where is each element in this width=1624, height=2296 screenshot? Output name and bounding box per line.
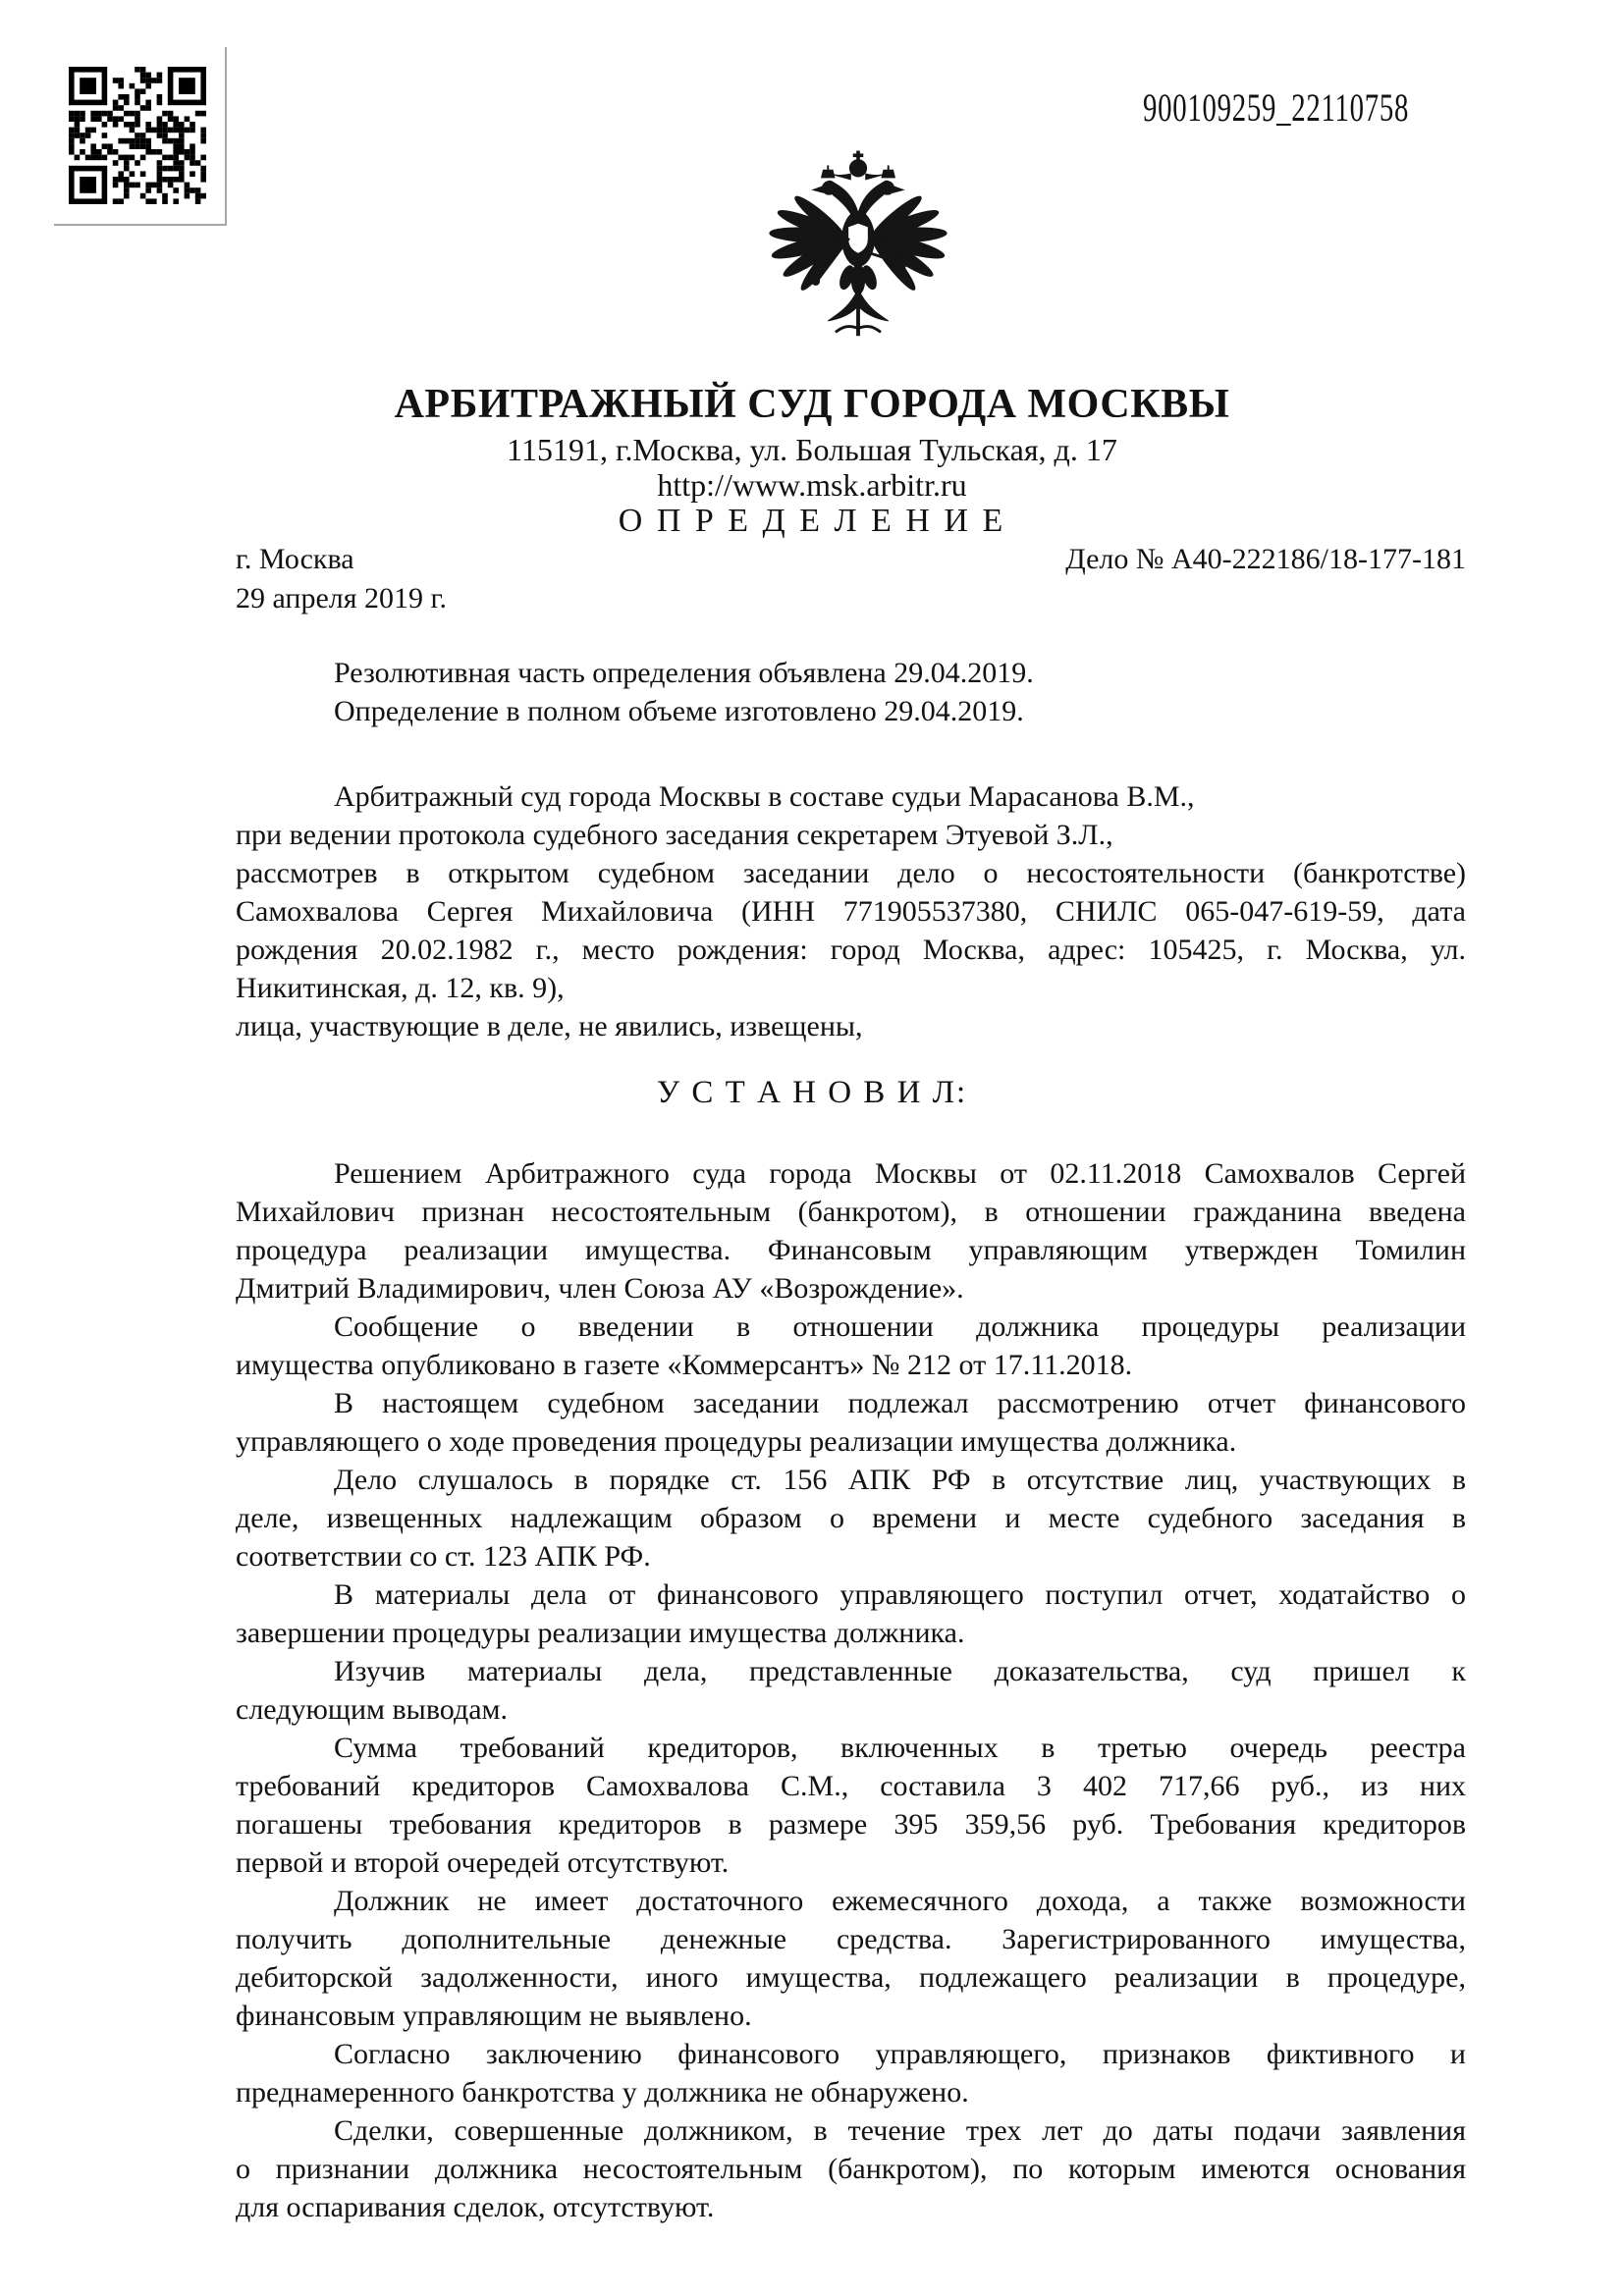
case-number: Дело № А40-222186/18-177-181 [1065,543,1466,575]
text-line: деле, извещенных надлежащим образом о времени и месте судебного заседания в [236,1502,1466,1534]
text-line: требований кредиторов Самохвалова С.М., составила 3 402 717,66 руб., из них [236,1770,1466,1802]
text-line: получить дополнительные денежные средства. Зарегистрированного имущества, [236,1923,1466,1955]
text-line: Решением Арбитражного суда города Москвы от 02.11.2018 Самохвалов Сергей [334,1157,1466,1190]
text-line: Изучив материалы дела, представленные доказательства, суд пришел к [334,1655,1466,1687]
text-line: Сообщение о введении в отношении должника процедуры реализации [334,1310,1466,1343]
document-type-heading: О П Р Е Д Е Л Е Н И Е [618,503,1006,539]
text-line: Сумма требований кредиторов, включенных в третью очередь реестра [334,1732,1466,1764]
text-line: соответствии со ст. 123 АПК РФ. [236,1540,651,1573]
scan-number: 900109259_22110758 [1143,85,1410,130]
court-address: 115191, г.Москва, ул. Большая Тульская, д. 17 [507,432,1117,467]
text-line: управляющего о ходе проведения процедуры реализации имущества должника. [236,1425,1237,1458]
body-section [236,1154,1466,2226]
text-line: В материалы дела от финансового управляющего поступил отчет, ходатайство о [334,1578,1466,1611]
case-header-row [236,540,1466,578]
text-line: лица, участвующие в деле, не явились, извещены, [236,1010,863,1042]
court-name: АРБИТРАЖНЫЙ СУД ГОРОДА МОСКВЫ [394,382,1230,427]
text-line: Никитинская, д. 12, кв. 9), [236,972,565,1004]
qr-code [68,67,207,204]
resolutive-part [236,654,1466,730]
text-line: Михайлович признан несостоятельным (банкротом), в отношении гражданина введена [236,1196,1466,1228]
text-line: рассмотрев в открытом судебном заседании дело о несостоятельности (банкротстве) [236,857,1466,889]
text-line: Должник не имеет достаточного ежемесячного дохода, а также возможности [334,1885,1466,1917]
text-line: Согласно заключению финансового управляющего, признаков фиктивного и [334,2038,1466,2070]
text-line: о признании должника несостоятельным (банкротом), по которым имеются основания [236,2153,1466,2185]
text-line: процедура реализации имущества. Финансовым управляющим утвержден Томилин [236,1234,1466,1266]
text-line: для оспаривания сделок, отсутствуют. [236,2191,715,2223]
text-line: дебиторской задолженности, иного имущества, подлежащего реализации в процедуре, [236,1961,1466,1994]
text-line: имущества опубликовано в газете «Коммерсантъ» № 212 от 17.11.2018. [236,1349,1133,1381]
text-line: завершении процедуры реализации имущества должника. [236,1617,965,1649]
city-label: г. Москва [236,543,354,575]
text-line: рождения 20.02.1982 г., место рождения: город Москва, адрес: 105425, г. Москва, ул. [236,934,1466,966]
text-line: погашены требования кредиторов в размере 395 359,56 руб. Требования кредиторов [236,1808,1466,1841]
text-line: Резолютивная часть определения объявлена 29.04.2019. [334,657,1034,689]
text-line: финансовым управляющим не выявлено. [236,2000,752,2032]
text-line: следующим выводам. [236,1693,509,1726]
text-line: В настоящем судебном заседании подлежал рассмотрению отчет финансового [334,1387,1466,1419]
court-website: http://www.msk.arbitr.ru [657,467,967,503]
text-line: преднамеренного банкротства у должника не обнаружено. [236,2076,969,2109]
text-line: Самохвалова Сергея Михайловича (ИНН 771905537380, СНИЛС 065-047-619-59, дата [236,895,1466,928]
text-line: Определение в полном объеме изготовлено 29.04.2019. [334,695,1024,727]
text-line: при ведении протокола судебного заседания секретарем Этуевой З.Л., [236,819,1113,851]
text-line: Дело слушалось в порядке ст. 156 АПК РФ в отсутствие лиц, участвующих в [334,1464,1466,1496]
qr-code-frame [54,47,227,226]
text-line: Дмитрий Владимирович, член Союза АУ «Возрождение». [236,1272,964,1305]
text-line: первой и второй очередей отсутствуют. [236,1846,730,1879]
text-line: Арбитражный суд города Москвы в составе судьи Марасанова В.М., [334,780,1195,813]
document-date: 29 апреля 2019 г. [236,582,447,614]
text-line: Сделки, совершенные должником, в течение трех лет до даты подачи заявления [334,2114,1466,2147]
coat-of-arms-icon [764,147,952,346]
ustanovil-heading: У С Т А Н О В И Л: [656,1075,968,1110]
intro-section [236,777,1466,1045]
